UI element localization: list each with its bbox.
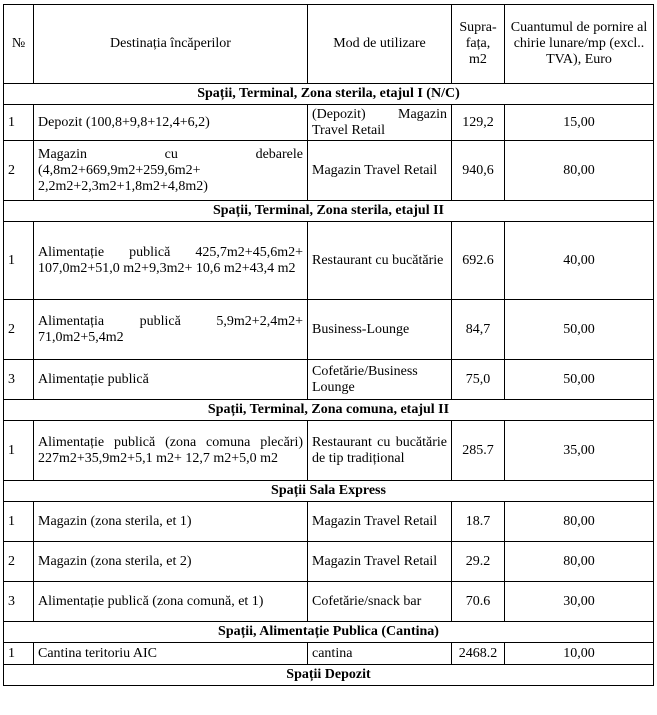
table-row — [4, 300, 654, 360]
row-starting-rent: 80,00 — [505, 141, 654, 201]
row-area: 70.6 — [452, 582, 505, 622]
row-number: 3 — [4, 582, 34, 622]
row-usage-mode: Restaurant cu bucătărie — [308, 222, 452, 300]
row-starting-rent: 80,00 — [505, 502, 654, 542]
section-row — [4, 481, 654, 502]
section-title: Spații Depozit — [4, 665, 654, 686]
row-starting-rent: 40,00 — [505, 222, 654, 300]
table-body — [4, 84, 654, 686]
row-destination: Magazin (zona sterila, et 1) — [34, 502, 308, 542]
section-title: Spații Sala Express — [4, 481, 654, 502]
section-title: Spații, Alimentație Publica (Cantina) — [4, 622, 654, 643]
row-starting-rent: 10,00 — [505, 643, 654, 665]
row-starting-rent: 50,00 — [505, 300, 654, 360]
row-starting-rent: 35,00 — [505, 421, 654, 481]
table-row — [4, 105, 654, 141]
row-starting-rent: 30,00 — [505, 582, 654, 622]
row-usage-mode: Magazin Travel Retail — [308, 141, 452, 201]
row-area: 75,0 — [452, 360, 505, 400]
row-usage-mode: Cofetărie/Business Lounge — [308, 360, 452, 400]
header-starting-rent: Cuantumul de pornire al chirie lunare/mp (excl.. TVA), Euro — [505, 5, 654, 84]
row-destination: Alimentație publică (zona comună, et 1) — [34, 582, 308, 622]
row-area: 84,7 — [452, 300, 505, 360]
row-area: 18.7 — [452, 502, 505, 542]
row-destination: Alimentația publică 5,9m2+2,4m2+ 71,0m2+5,4m2 — [34, 300, 308, 360]
header-destination: Destinația încăperilor — [34, 5, 308, 84]
header-usage-mode: Mod de utilizare — [308, 5, 452, 84]
section-row — [4, 665, 654, 686]
row-starting-rent: 50,00 — [505, 360, 654, 400]
row-usage-mode: cantina — [308, 643, 452, 665]
row-starting-rent: 15,00 — [505, 105, 654, 141]
table-row — [4, 360, 654, 400]
row-area: 29.2 — [452, 542, 505, 582]
row-area: 285.7 — [452, 421, 505, 481]
section-row — [4, 84, 654, 105]
row-number: 2 — [4, 141, 34, 201]
section-row — [4, 622, 654, 643]
row-usage-mode: Restaurant cu bucătărie de tip tradițional — [308, 421, 452, 481]
table-row — [4, 542, 654, 582]
row-area: 692.6 — [452, 222, 505, 300]
row-number: 2 — [4, 542, 34, 582]
table-row — [4, 502, 654, 542]
row-usage-mode: Cofetărie/snack bar — [308, 582, 452, 622]
row-destination: Alimentație publică — [34, 360, 308, 400]
row-area: 129,2 — [452, 105, 505, 141]
header-area: Supra-fața, m2 — [452, 5, 505, 84]
section-title: Spații, Terminal, Zona sterila, etajul II — [4, 201, 654, 222]
row-usage-mode: Magazin Travel Retail — [308, 502, 452, 542]
row-destination: Cantina teritoriu AIC — [34, 643, 308, 665]
row-destination: Magazin cu debarele (4,8m2+669,9m2+259,6m2+ 2,2m2+2,3m2+1,8m2+4,8m2) — [34, 141, 308, 201]
row-number: 3 — [4, 360, 34, 400]
table-header-row — [4, 5, 654, 84]
table-row — [4, 421, 654, 481]
row-usage-mode: Business-Lounge — [308, 300, 452, 360]
row-usage-mode: (Depozit) Magazin Travel Retail — [308, 105, 452, 141]
section-row — [4, 400, 654, 421]
table-row — [4, 222, 654, 300]
rental-spaces-table — [3, 4, 654, 686]
row-destination: Alimentație publică (zona comuna plecări) 227m2+35,9m2+5,1 m2+ 12,7 m2+5,0 m2 — [34, 421, 308, 481]
header-number: № — [4, 5, 34, 84]
section-row — [4, 201, 654, 222]
row-destination: Magazin (zona sterila, et 2) — [34, 542, 308, 582]
row-number: 1 — [4, 105, 34, 141]
table-row — [4, 643, 654, 665]
row-area: 940,6 — [452, 141, 505, 201]
row-number: 1 — [4, 502, 34, 542]
row-destination: Alimentație publică 425,7m2+45,6m2+ 107,0m2+51,0 m2+9,3m2+ 10,6 m2+43,4 m2 — [34, 222, 308, 300]
row-area: 2468.2 — [452, 643, 505, 665]
row-starting-rent: 80,00 — [505, 542, 654, 582]
table-row — [4, 582, 654, 622]
row-number: 1 — [4, 421, 34, 481]
section-title: Spații, Terminal, Zona sterila, etajul I (N/C) — [4, 84, 654, 105]
row-destination: Depozit (100,8+9,8+12,4+6,2) — [34, 105, 308, 141]
row-usage-mode: Magazin Travel Retail — [308, 542, 452, 582]
table-row — [4, 141, 654, 201]
row-number: 1 — [4, 643, 34, 665]
row-number: 2 — [4, 300, 34, 360]
row-number: 1 — [4, 222, 34, 300]
section-title: Spații, Terminal, Zona comuna, etajul II — [4, 400, 654, 421]
